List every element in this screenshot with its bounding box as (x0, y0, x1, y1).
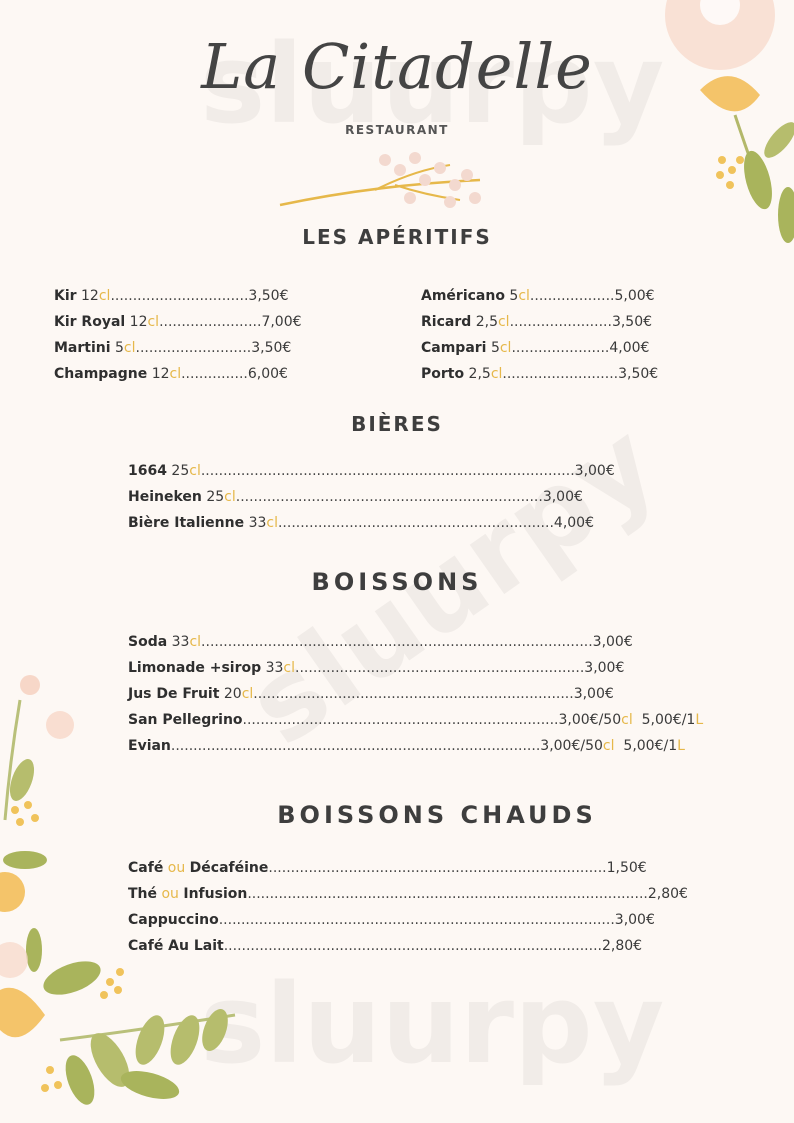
menu-item: Martini 5cl..........................3,50€ (54, 340, 292, 356)
bieres-list (128, 461, 618, 533)
menu-item: Champagne 12cl...............6,00€ (54, 366, 288, 382)
menu-item: 1664 25cl....................................................................................3,00€ (128, 463, 615, 479)
menu-item: Soda 33cl........................................................................................3,00€ (128, 634, 633, 650)
menu-item: Café Au Lait.....................................................................................2,80€ (128, 938, 643, 954)
menu-item: Ricard 2,5cl.......................3,50€ (421, 314, 653, 330)
watermark (200, 960, 665, 1088)
branch-ornament (275, 140, 495, 220)
menu-item: Thé ou Infusion..........................................................................................2,80€ (128, 886, 688, 902)
restaurant-subtitle: RESTAURANT (345, 123, 449, 137)
menu-item: Evian...................................................................................3,00€/50cl 5,00€/1L (128, 738, 685, 754)
section-title-boissons-chauds: BOISSONS CHAUDS (277, 801, 597, 829)
menu-item: Limonade +sirop 33cl.................................................................3,00€ (128, 660, 625, 676)
menu-item: San Pellegrino.......................................................................3,00€/50cl 5,00€/1L (128, 712, 704, 728)
menu-item: Américano 5cl...................5,00€ (421, 288, 655, 304)
section-title-aperitifs: LES APÉRITIFS (302, 225, 492, 249)
section-title-boissons: BOISSONS (311, 568, 483, 596)
menu-item: Kir Royal 12cl.......................7,00€ (54, 314, 302, 330)
section-title-bieres: BIÈRES (351, 412, 443, 436)
menu-item: Kir 12cl...............................3,50€ (54, 288, 289, 304)
menu-item: Bière Italienne 33cl..............................................................4,00€ (128, 515, 594, 531)
menu-item: Jus De Fruit 20cl........................................................................3,00€ (128, 686, 614, 702)
menu-item: Campari 5cl......................4,00€ (421, 340, 650, 356)
menu-item: Cappuccino.........................................................................................3,00€ (128, 912, 655, 928)
menu-item: Porto 2,5cl..........................3,50€ (421, 366, 659, 382)
aperitifs-left-column (54, 286, 326, 384)
menu-item: Heineken 25cl.....................................................................3,00€ (128, 489, 583, 505)
menu-item: Café ou Décaféine............................................................................1,50€ (128, 860, 647, 876)
aperitifs-right-column (421, 286, 693, 384)
boissons-list (128, 632, 748, 756)
boissons-chauds-list (128, 858, 688, 956)
restaurant-name: La Citadelle (201, 30, 593, 103)
